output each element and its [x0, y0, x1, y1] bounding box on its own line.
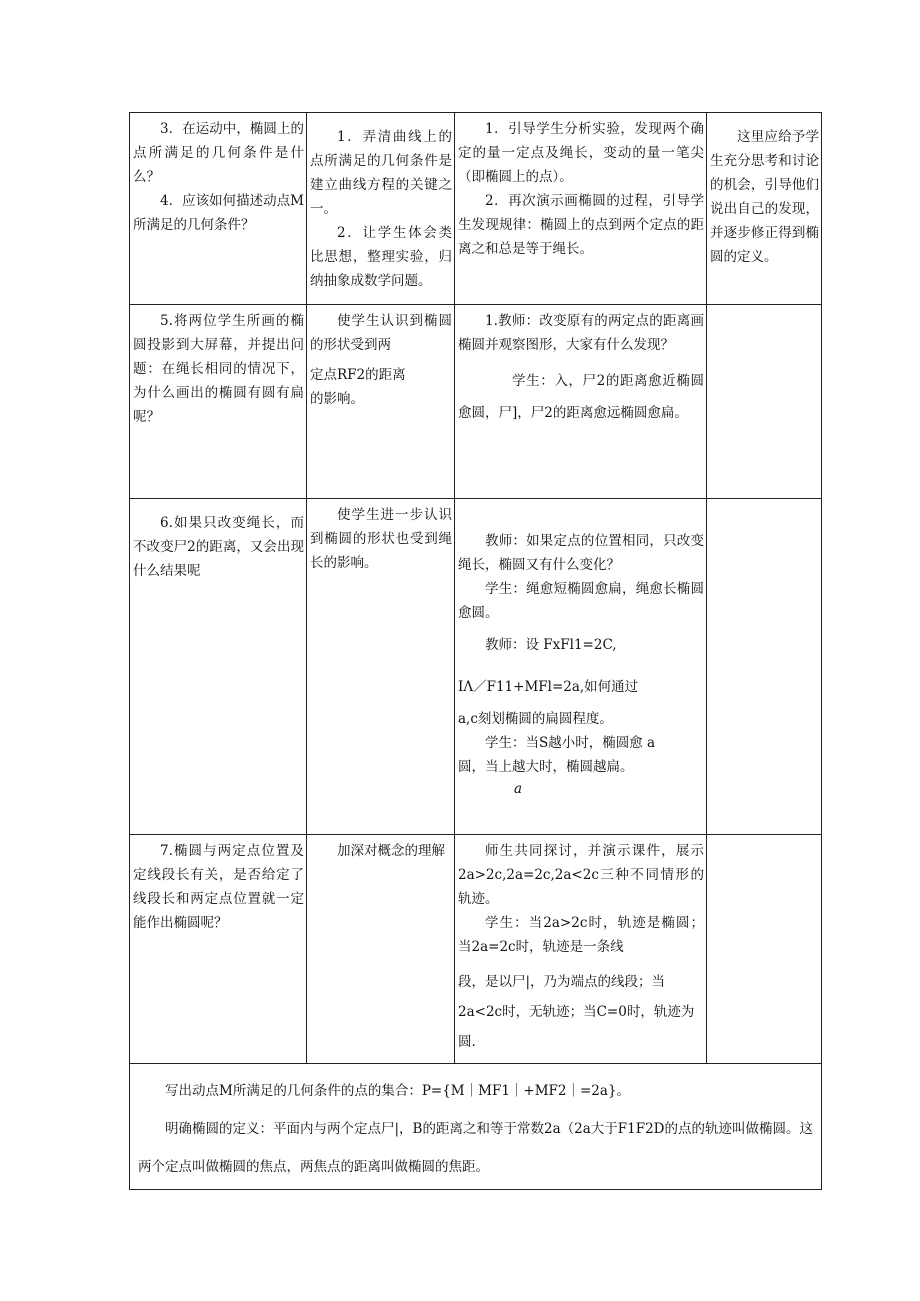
activity-text: 2．再次演示画椭圆的过程，引导学生发现规律：椭圆上的点到两个定点的距离之和总是等于绳长。 [458, 193, 704, 257]
note-cell [707, 305, 822, 499]
purpose-text: 加深对概念的理解 [337, 843, 445, 859]
definition-cell [130, 1064, 822, 1190]
activity-text: a [514, 781, 523, 797]
purpose-text: 定点RF2的距离 [310, 367, 406, 383]
table-row [130, 499, 822, 835]
table-row [130, 113, 822, 305]
activity-text: 圆，当上越大时，椭圆越扁。 [458, 759, 634, 775]
activity-text: 段，是以尸|，乃为端点的线段；当2a<2c时，无轨迹；当C=0时，轨迹为圆. [458, 974, 695, 1050]
activity-text: 教师：设 FxFl1=2C, [485, 637, 617, 653]
question-text: 5.将两位学生所画的椭圆投影到大屏幕，并提出问题：在绳长相同的情况下，为什么画出的椭圆有圆有扁呢？ [133, 313, 304, 425]
question-cell [130, 305, 307, 499]
table-row [130, 1064, 822, 1190]
ellipse-definition-text: 明确椭圆的定义：平面内与两个定点尸|，B的距离之和等于常数2a（2a大于F1F2D的点的轨迹叫做椭圆。这两个定点叫做椭圆的焦点，两焦点的距离叫做椭圆的焦距。 [138, 1121, 813, 1175]
purpose-text: 2．让学生体会类比思想，整理实验，归纳抽象成数学问题。 [310, 225, 452, 289]
purpose-cell [307, 305, 455, 499]
question-text: 7.椭圆与两定点位置及定线段长有关，是否给定了线段长和两定点位置就一定能作出椭圆呢？ [133, 843, 304, 931]
table-row [130, 835, 822, 1064]
question-cell [130, 835, 307, 1064]
purpose-cell [307, 499, 455, 835]
note-cell [707, 113, 822, 305]
purpose-cell [307, 113, 455, 305]
activity-text: IΛ／F11+MFl=2a,如何通过 [458, 679, 639, 695]
question-cell [130, 113, 307, 305]
activity-text: 学生：当S越小时，椭圆愈 a [485, 735, 656, 751]
note-cell [707, 499, 822, 835]
activity-cell [455, 835, 707, 1064]
question-cell [130, 499, 307, 835]
activity-cell [455, 499, 707, 835]
purpose-text: 使学生进一步认识到椭圆的形状也受到绳长的影响。 [310, 507, 452, 571]
activity-text: 师生共同探讨，并演示课件，展示2a>2c,2a=2c,2a<2c三种不同情形的轨迹。 [458, 843, 704, 907]
note-text: 这里应给予学生充分思考和讨论的机会，引导他们说出自己的发现，并逐步修正得到椭圆的定义。 [710, 129, 819, 265]
question-text: 3．在运动中，椭圆上的点所满足的几何条件是什么？ [133, 121, 304, 185]
activity-text: 学生：当2a>2c时，轨迹是椭圆；当2a=2c时，轨迹是一条线 [458, 915, 704, 955]
activity-text: a,c刻划椭圆的扁圆程度。 [458, 711, 613, 727]
activity-text: 1.教师：改变原有的两定点的距离画椭圆并观察图形，大家有什么发现？ [458, 313, 704, 353]
question-text: 4．应该如何描述动点M所满足的几何条件？ [133, 193, 304, 233]
question-text: 6.如果只改变绳长，而不改变尸2的距离，又会出现什么结果呢 [133, 515, 304, 579]
table-row [130, 305, 822, 499]
purpose-text: 1．弄清曲线上的点所满足的几何条件是建立曲线方程的关键之一。 [310, 129, 452, 217]
purpose-cell [307, 835, 455, 1064]
purpose-text: 使学生认识到椭圆的形状受到两 [310, 313, 452, 353]
activity-cell [455, 113, 707, 305]
activity-text: 1．引导学生分析实验，发现两个确定的量一定点及绳长，变动的量一笔尖（即椭圆上的点）。 [458, 121, 704, 185]
activity-text: 教师：如果定点的位置相同，只改变绳长，椭圆又有什么变化？ [458, 533, 704, 573]
lesson-table [129, 112, 822, 1190]
purpose-text: 的影响。 [310, 391, 364, 407]
note-cell [707, 835, 822, 1064]
activity-cell [455, 305, 707, 499]
activity-text: 学生：绳愈短椭圆愈扁，绳愈长椭圆愈圆。 [458, 581, 704, 621]
activity-text: 学生：入，尸2的距离愈近椭圆愈圆，尸]，尸2的距离愈远椭圆愈扁。 [458, 373, 704, 421]
set-definition-text: 写出动点M所满足的几何条件的点的集合：P={M｜MF1｜+MF2｜=2a}。 [165, 1083, 631, 1099]
